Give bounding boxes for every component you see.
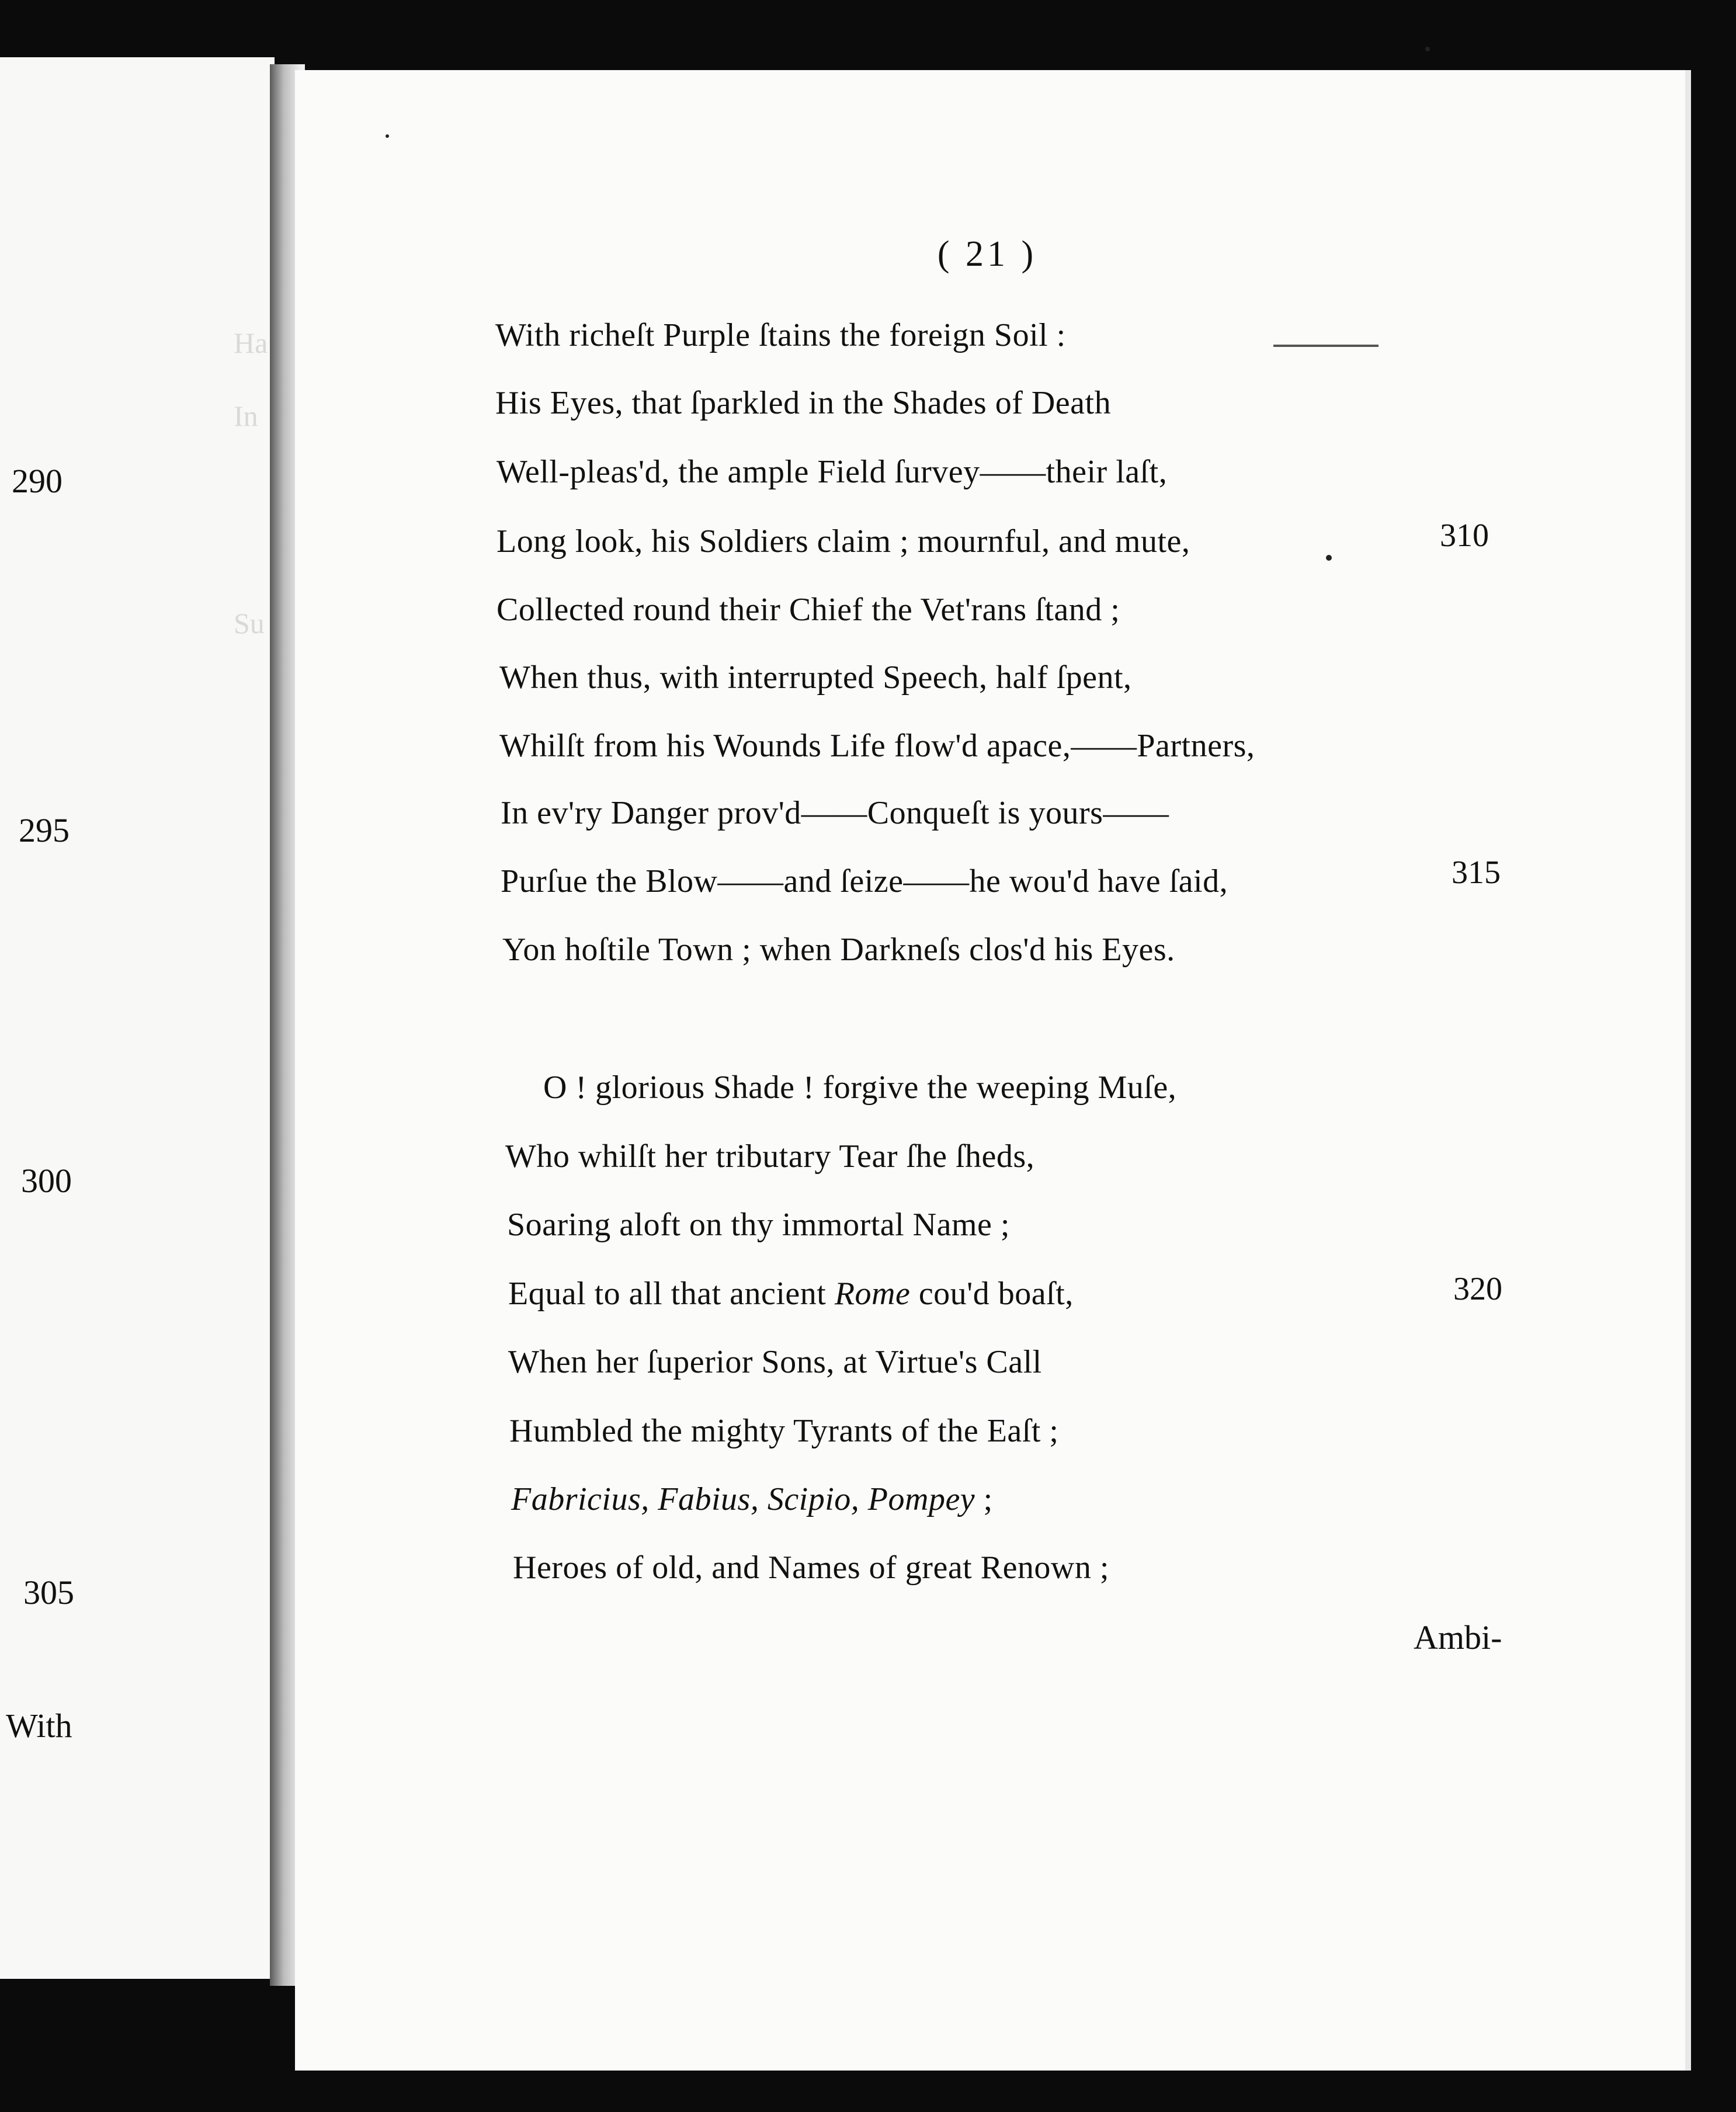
line-number-300: 300 bbox=[21, 1162, 72, 1200]
line-number-290: 290 bbox=[12, 462, 63, 500]
verse-line: His Eyes, that ſparkled in the Shades of Death bbox=[495, 385, 1112, 421]
ink-speck bbox=[1425, 47, 1430, 51]
verse-line: Who whilſt her tributary Tear ſhe ſheds, bbox=[505, 1138, 1035, 1175]
ink-speck bbox=[386, 134, 389, 138]
bleed-through-text: In bbox=[234, 400, 258, 432]
bleed-through-text: Ha bbox=[234, 326, 268, 359]
page-edge bbox=[1685, 70, 1691, 2071]
line-number-310: 310 bbox=[1440, 517, 1489, 554]
left-catchword: With bbox=[6, 1707, 72, 1745]
verse-line: Heroes of old, and Names of great Renown ; bbox=[513, 1550, 1109, 1586]
verse-line: When thus, with interrupted Speech, half ſpent, bbox=[499, 659, 1132, 696]
verse-line: Yon hoſtile Town ; when Darkneſs clos'd his Eyes. bbox=[502, 932, 1175, 968]
printer-rule bbox=[1273, 345, 1379, 347]
verse-line: In ev'ry Danger prov'd——Conqueſt is yours—— bbox=[501, 795, 1169, 831]
page-number: ( 21 ) bbox=[937, 234, 1037, 274]
line-number-315: 315 bbox=[1452, 854, 1501, 891]
verse-line: Humbled the mighty Tyrants of the Eaſt ; bbox=[509, 1413, 1059, 1449]
verse-line: With richeſt Purple ſtains the foreign Soil : bbox=[495, 317, 1066, 353]
ink-speck bbox=[1326, 555, 1332, 561]
verse-line: Long look, his Soldiers claim ; mournful, and mute, bbox=[497, 523, 1190, 560]
bleed-through-text: Su bbox=[234, 607, 265, 640]
italic-names: Fabricius, Fabius, Scipio, Pompey bbox=[511, 1481, 975, 1517]
verse-text: Equal to all that ancient bbox=[508, 1276, 835, 1312]
verse-line-heroes-names bbox=[511, 1481, 993, 1518]
left-page bbox=[0, 57, 275, 1979]
verse-line-rome bbox=[508, 1275, 1074, 1312]
verse-line: Collected round their Chief the Vet'rans ſtand ; bbox=[497, 592, 1120, 628]
verse-line: O ! glorious Shade ! forgive the weeping Muſe, bbox=[543, 1069, 1177, 1106]
line-number-295: 295 bbox=[19, 811, 70, 849]
verse-text: cou'd boaſt, bbox=[910, 1276, 1074, 1312]
verse-line: Soaring aloft on thy immortal Name ; bbox=[507, 1207, 1010, 1243]
italic-place-name: Rome bbox=[834, 1276, 911, 1312]
catchword: Ambi- bbox=[1414, 1618, 1502, 1656]
verse-line: Well-pleas'd, the ample Field ſurvey——their laſt, bbox=[497, 454, 1168, 490]
verse-line: When her ſuperior Sons, at Virtue's Call bbox=[508, 1344, 1042, 1380]
verse-line: Whilſt from his Wounds Life flow'd apace,——Partners, bbox=[499, 728, 1255, 764]
verse-text: ; bbox=[975, 1481, 993, 1517]
line-number-320: 320 bbox=[1453, 1271, 1502, 1307]
verse-line: Purſue the Blow——and ſeize——he wou'd have ſaid, bbox=[501, 863, 1228, 899]
line-number-305: 305 bbox=[23, 1573, 74, 1611]
